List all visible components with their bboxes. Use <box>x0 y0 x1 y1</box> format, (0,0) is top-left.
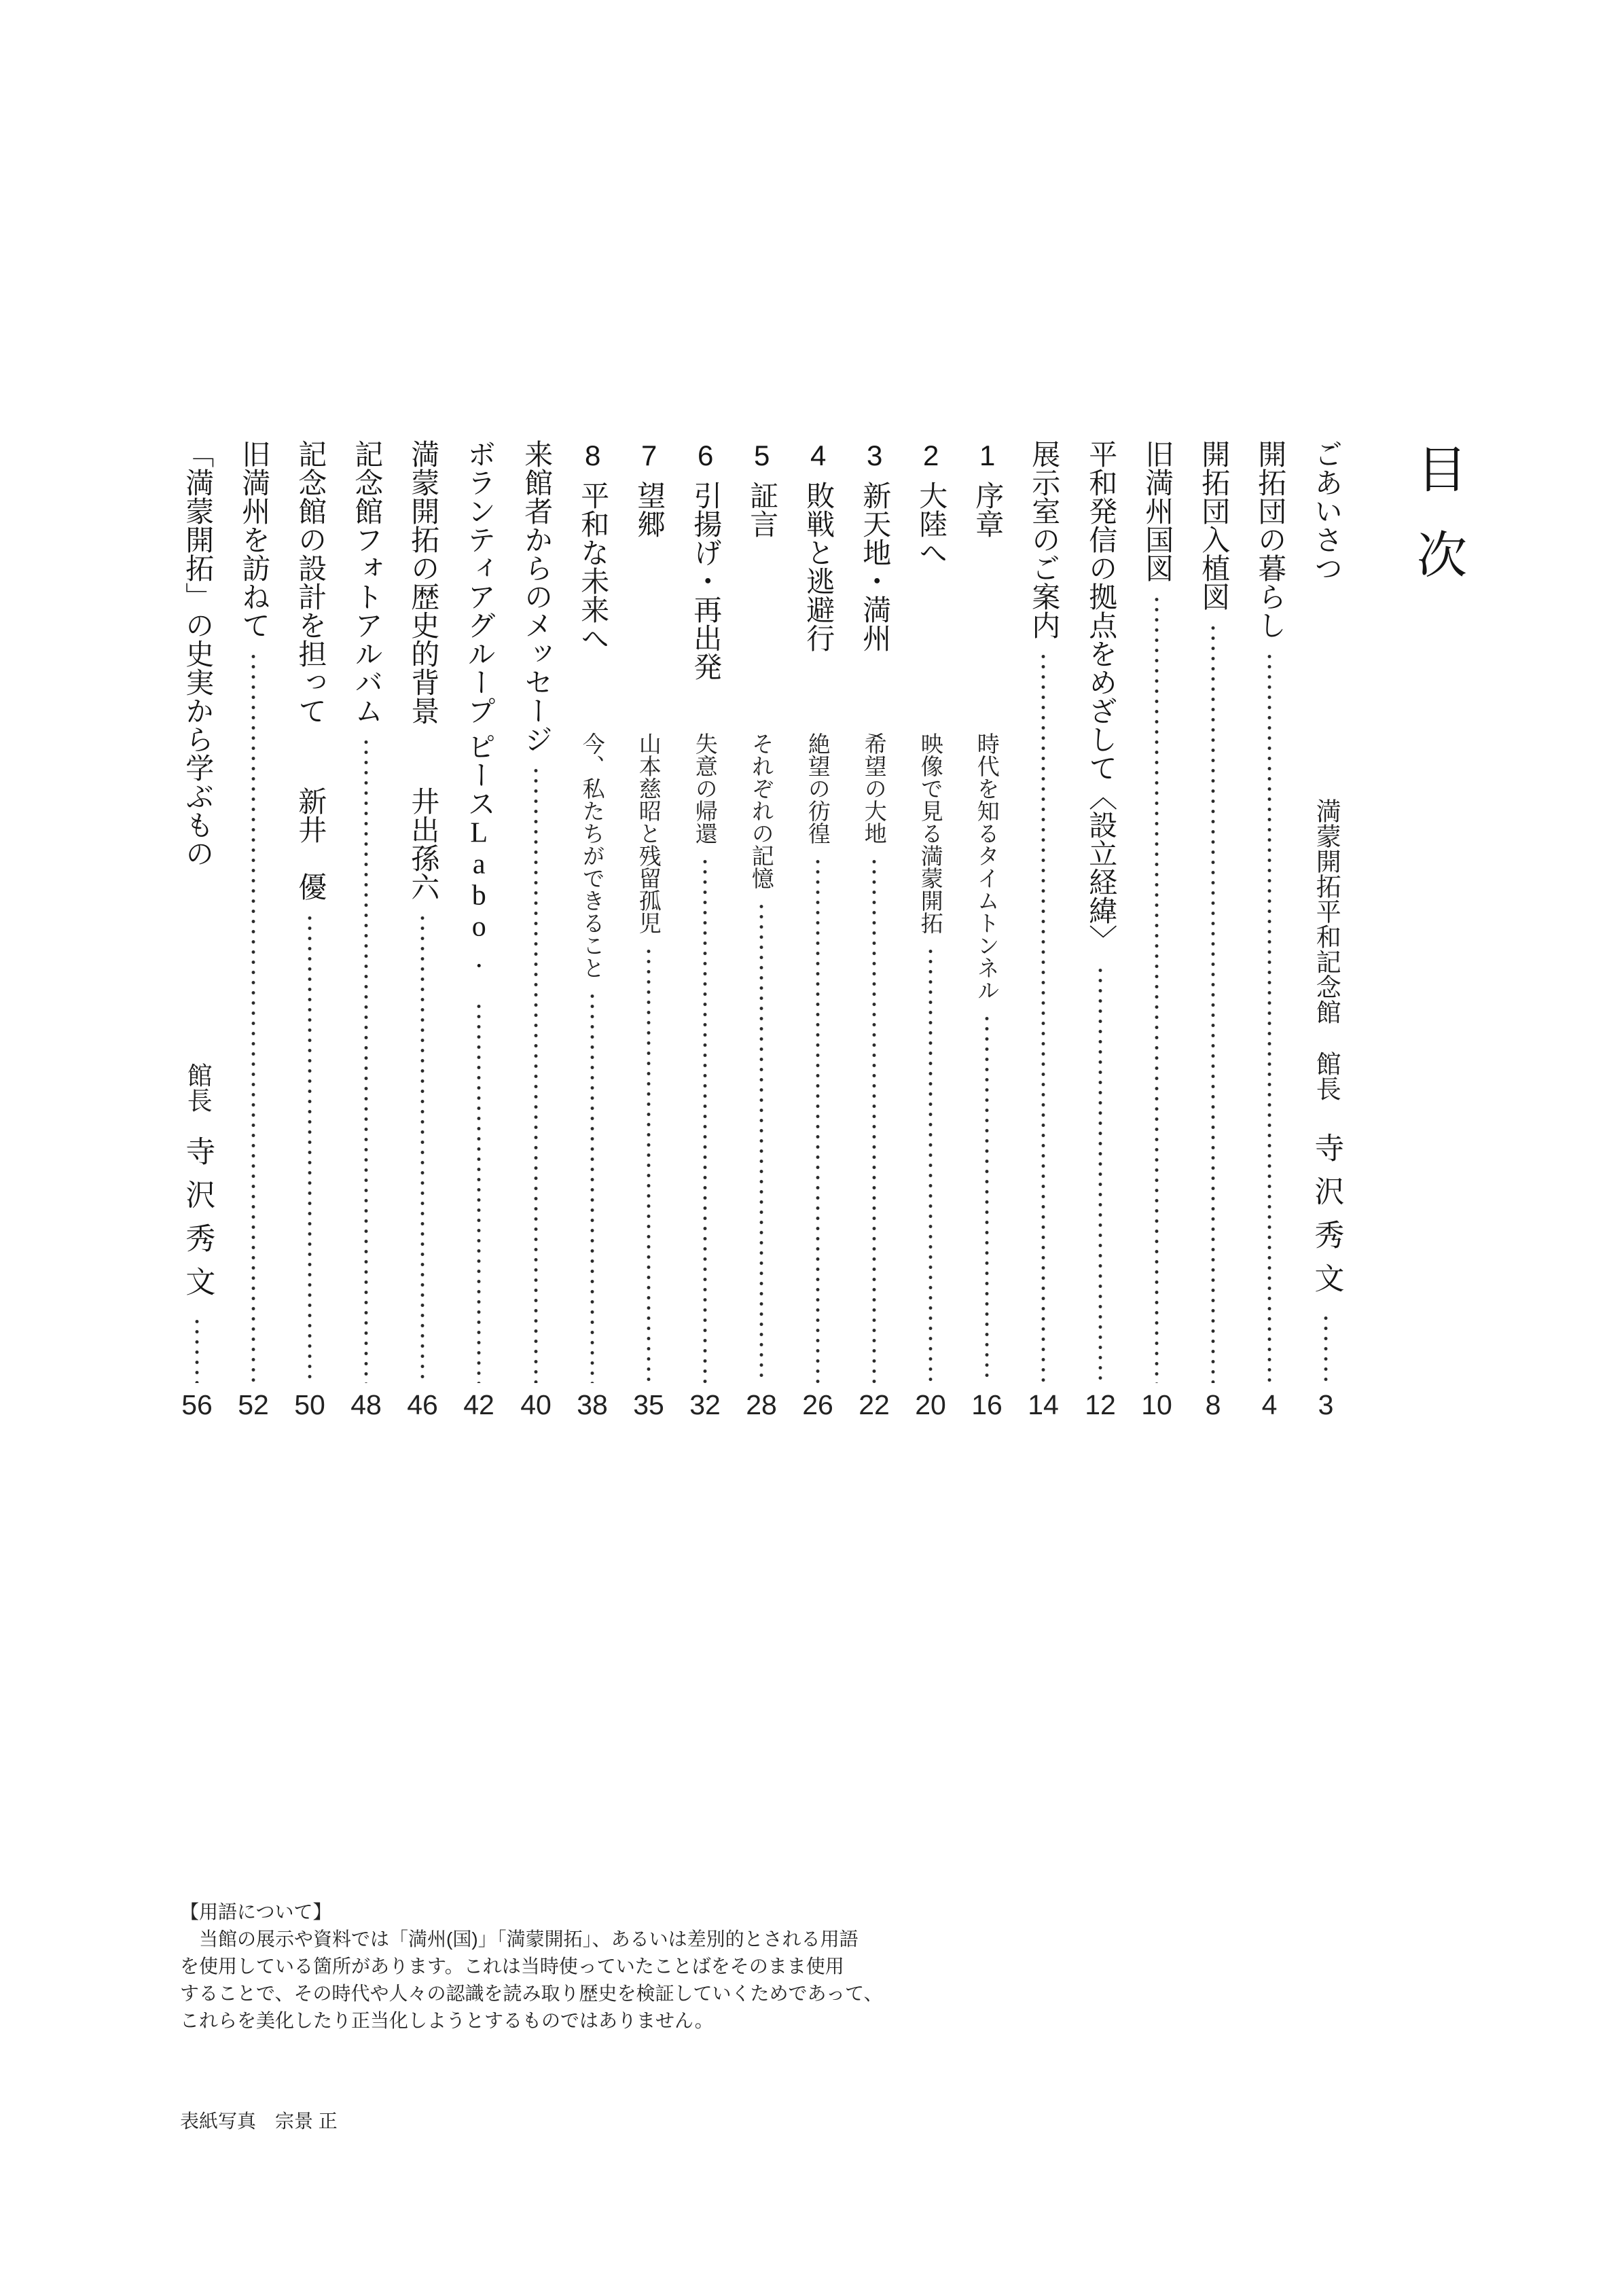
page-number: 38 <box>577 1389 608 1420</box>
entry-title: 来館者からのメッセージ <box>520 440 552 753</box>
toc-entry-lessons-from-history <box>173 440 221 1386</box>
chapter-heading <box>970 440 1004 732</box>
chapter-title: 望郷 <box>633 481 665 538</box>
toc-entry-exhibit-guide <box>1019 440 1067 1386</box>
chapter-number: 1 <box>971 440 1004 471</box>
chapter-heading <box>744 440 778 732</box>
entry-subtitle: 希望の大地 <box>861 732 887 844</box>
toc-entry-greeting <box>1302 440 1350 1386</box>
page-number: 56 <box>181 1389 213 1420</box>
cover-photo-credit: 表紙写真 宗景 正 <box>180 2111 338 2132</box>
dot-leader <box>306 913 314 1383</box>
dot-leader <box>1096 965 1104 1383</box>
page-number: 16 <box>971 1389 1003 1420</box>
page-number: 10 <box>1141 1389 1172 1420</box>
terminology-note-line: することで、その時代や人々の認識を読み取り歴史を検証していくためであって、 <box>180 1983 883 2004</box>
entry-title: 開拓団入植図 <box>1197 440 1229 611</box>
entry-subtitle: 失意の帰還 <box>692 732 718 844</box>
toc-entry-building-design <box>286 440 333 1386</box>
toc-entry-settler-life <box>1246 440 1293 1386</box>
toc-entry-founding-history <box>1077 440 1124 1386</box>
chapter-title: 証言 <box>746 481 778 538</box>
chapter-number: 4 <box>802 440 835 471</box>
page-number: 48 <box>350 1389 382 1420</box>
dot-leader <box>1153 594 1161 1383</box>
entry-heading <box>462 440 496 974</box>
chapter-heading <box>632 440 666 732</box>
entry-title: 開拓団の暮らし <box>1254 440 1286 639</box>
toc-entry-photo-album <box>342 440 390 1386</box>
page-number: 46 <box>407 1389 438 1420</box>
chapter-title: 新天地・満州 <box>859 481 890 652</box>
toc-entry-chapter-3 <box>850 440 898 1386</box>
dot-leader <box>926 946 935 1383</box>
chapter-heading <box>575 440 609 732</box>
chapter-title: 引揚げ・再出発 <box>689 481 721 681</box>
author-name: 井出孫六 <box>407 787 439 901</box>
page-number: 4 <box>1261 1389 1278 1420</box>
page-number: 52 <box>238 1389 269 1420</box>
dot-leader <box>757 901 765 1383</box>
entry-subtitle: 時代を知るタイムトンネル <box>974 732 1000 1001</box>
chapter-number: 8 <box>577 440 609 471</box>
entry-title: 満蒙開拓の歴史的背景 <box>407 440 439 725</box>
toc-entry-chapter-2 <box>907 440 954 1386</box>
entry-title: 旧満州を訪ねて <box>238 440 270 639</box>
chapter-number: 5 <box>746 440 778 471</box>
dot-leader <box>1039 651 1047 1383</box>
entry-subtitle: 映像で見る満蒙開拓 <box>918 732 943 934</box>
chapter-title: 序章 <box>971 481 1003 538</box>
toc-entry-visiting-manchuria <box>230 440 277 1386</box>
toc-entry-volunteer-group <box>455 440 503 1386</box>
page-number: 28 <box>746 1389 777 1420</box>
toc-entry-historical-background <box>399 440 446 1386</box>
dot-leader <box>532 766 540 1383</box>
dot-leader <box>814 857 822 1383</box>
dot-leader <box>701 857 709 1383</box>
entry-subtitle: 絶望の彷徨 <box>805 732 831 844</box>
author-role: 館長 <box>1312 1051 1341 1101</box>
author-name: 寺沢秀文 <box>181 1136 215 1310</box>
page-number: 42 <box>463 1389 494 1420</box>
toc-entry-manchukuo-map <box>1133 440 1180 1386</box>
author-name: 新井 優 <box>294 787 326 901</box>
chapter-title: 平和な未来へ <box>577 481 609 652</box>
terminology-note-line: 当館の展示や資料では「満州(国)」「満蒙開拓」、あるいは差別的とされる用語 <box>199 1929 859 1950</box>
chapter-title: 敗戦と逃避行 <box>802 481 834 652</box>
chapter-number: 3 <box>859 440 891 471</box>
dot-leader <box>1265 651 1274 1383</box>
chapter-number: 6 <box>689 440 722 471</box>
entry-title: 記念館の設計を担って <box>294 440 326 725</box>
dot-leader <box>983 1014 991 1383</box>
page-number: 35 <box>633 1389 664 1420</box>
terminology-note <box>180 1899 883 2034</box>
chapter-number: 2 <box>915 440 947 471</box>
dot-leader <box>1322 1313 1330 1383</box>
page-number: 12 <box>1085 1389 1116 1420</box>
toc-entry-chapter-7 <box>625 440 672 1386</box>
chapter-title: 大陸へ <box>915 481 947 567</box>
page-number: 3 <box>1318 1389 1334 1420</box>
entry-title: ごあいさつ <box>1310 440 1342 582</box>
terminology-note-line: これらを美化したり正当化しようとするものではありません。 <box>180 2010 714 2031</box>
entry-title: ボランティアグループ ピース <box>463 440 495 818</box>
entry-subtitle: 山本慈昭と残留孤児 <box>636 732 662 934</box>
toc-entry-settlement-map <box>1189 440 1237 1386</box>
entry-title: 旧満州国図 <box>1141 440 1173 582</box>
page-number: 8 <box>1205 1389 1221 1420</box>
page-number: 40 <box>520 1389 552 1420</box>
terminology-note-heading: 【用語について】 <box>180 1901 332 1922</box>
page-number: 50 <box>294 1389 325 1420</box>
dot-leader <box>249 651 257 1383</box>
chapter-heading <box>914 440 947 732</box>
toc-entry-chapter-6 <box>681 440 729 1386</box>
entry-title: 記念館フォトアルバム <box>350 440 382 725</box>
toc-entry-chapter-4 <box>794 440 842 1386</box>
page-number: 32 <box>689 1389 721 1420</box>
toc-entry-visitor-messages <box>512 440 560 1386</box>
dot-leader <box>362 737 370 1383</box>
toc-entry-chapter-1 <box>963 440 1011 1386</box>
chapter-number: 7 <box>633 440 666 471</box>
chapter-heading <box>801 440 835 732</box>
terminology-note-line: を使用している箇所があります。これは当時使っていたことばをそのまま使用 <box>180 1956 844 1977</box>
page-number: 26 <box>802 1389 833 1420</box>
entry-title: 平和発信の拠点をめざして〈設立経緯〉 <box>1085 440 1117 953</box>
dot-leader <box>645 946 653 1383</box>
entry-title: 展示室のご案内 <box>1028 440 1060 639</box>
page-number: 22 <box>859 1389 890 1420</box>
dot-leader <box>1209 623 1217 1383</box>
dot-leader <box>588 991 596 1383</box>
dot-leader <box>870 857 878 1383</box>
toc-entry-chapter-5 <box>738 440 785 1386</box>
entry-title: 「満蒙開拓」の史実から学ぶもの <box>181 440 213 867</box>
chapter-heading <box>688 440 722 732</box>
author-role: 館長 <box>183 1062 212 1113</box>
dot-leader <box>475 1001 483 1384</box>
page-title: 目次 <box>1409 443 1465 614</box>
entry-title-latin: Labo. <box>463 817 495 974</box>
toc-entry-chapter-8 <box>568 440 616 1386</box>
author-affiliation: 満蒙開拓平和記念館 <box>1312 798 1341 1024</box>
page-number: 20 <box>915 1389 946 1420</box>
page-number: 14 <box>1028 1389 1059 1420</box>
author-name: 寺沢秀文 <box>1310 1132 1343 1306</box>
chapter-heading <box>857 440 891 732</box>
dot-leader <box>418 913 427 1383</box>
entry-subtitle: 今、私たちができること <box>579 732 605 979</box>
dot-leader <box>193 1316 201 1383</box>
entry-subtitle: それぞれの記憶 <box>748 732 774 889</box>
